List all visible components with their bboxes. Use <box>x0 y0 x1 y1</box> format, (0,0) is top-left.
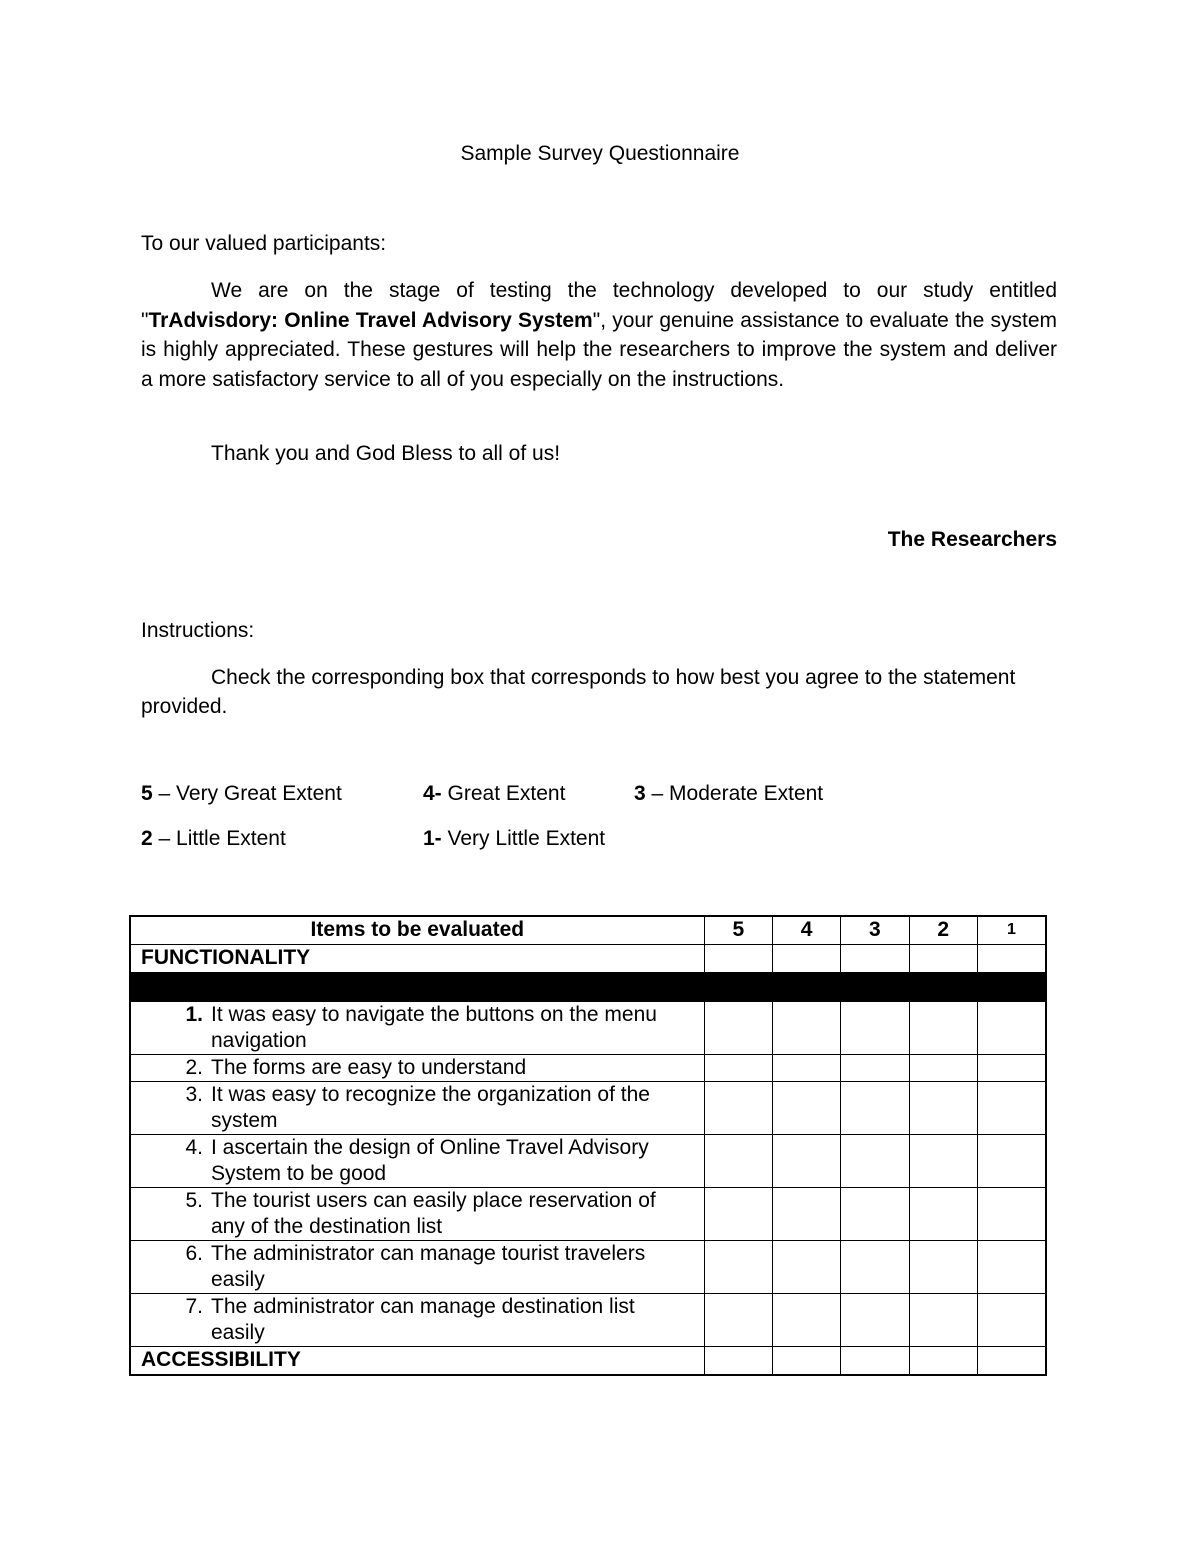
page-title: Sample Survey Questionnaire <box>460 142 740 165</box>
rating-cell[interactable] <box>704 1241 772 1294</box>
rating-cell[interactable] <box>841 1241 909 1294</box>
legend-item-2: 2 – Little Extent <box>141 827 286 850</box>
separator-cell <box>772 973 840 1002</box>
table-row <box>130 1294 1046 1347</box>
item-cell <box>130 1002 704 1055</box>
rating-cell[interactable] <box>772 1188 840 1241</box>
table-row <box>130 1241 1046 1294</box>
item-text: The administrator can manage destination list easily <box>211 1295 635 1344</box>
item-number: 4. <box>185 1136 203 1159</box>
category-row-accessibility <box>130 1347 1046 1376</box>
rating-cell[interactable] <box>772 1002 840 1055</box>
category-functionality: FUNCTIONALITY <box>130 945 704 973</box>
rating-cell[interactable] <box>841 1082 909 1135</box>
rating-cell[interactable] <box>909 1294 977 1347</box>
rating-cell[interactable] <box>977 1002 1046 1055</box>
rating-cell[interactable] <box>841 1188 909 1241</box>
rating-cell[interactable] <box>909 1188 977 1241</box>
table-row <box>130 1188 1046 1241</box>
header-3: 3 <box>841 916 909 945</box>
rating-cell[interactable] <box>772 1082 840 1135</box>
rating-cell[interactable] <box>841 1347 909 1376</box>
rating-cell[interactable] <box>841 1055 909 1082</box>
item-text: The administrator can manage tourist travelers easily <box>211 1242 646 1291</box>
evaluation-table <box>129 915 1047 1376</box>
rating-cell[interactable] <box>841 1135 909 1188</box>
thanks-paragraph <box>141 439 1057 469</box>
intro-paragraph <box>141 276 1057 394</box>
item-text: It was easy to recognize the organization of the system <box>211 1083 650 1132</box>
item-cell <box>130 1294 704 1347</box>
rating-cell[interactable] <box>977 1082 1046 1135</box>
header-2: 2 <box>909 916 977 945</box>
legend-item-4: 4- Great Extent <box>423 782 566 805</box>
rating-cell[interactable] <box>909 1055 977 1082</box>
rating-cell[interactable] <box>772 1055 840 1082</box>
item-number: 1. <box>185 1003 203 1026</box>
separator-row <box>130 973 1046 1002</box>
thanks-text: Thank you and God Bless to all of us! <box>211 442 561 465</box>
table-row <box>130 1082 1046 1135</box>
item-cell <box>130 1188 704 1241</box>
item-cell <box>130 1241 704 1294</box>
item-cell <box>130 1135 704 1188</box>
header-4: 4 <box>772 916 840 945</box>
rating-cell[interactable] <box>772 1347 840 1376</box>
rating-cell[interactable] <box>841 1294 909 1347</box>
header-items: Items to be evaluated <box>130 916 704 945</box>
instructions-paragraph <box>141 663 1041 721</box>
rating-cell[interactable] <box>841 1002 909 1055</box>
item-text: The tourist users can easily place reservation of any of the destination list <box>211 1189 656 1238</box>
rating-cell[interactable] <box>772 1294 840 1347</box>
rating-cell[interactable] <box>704 945 772 973</box>
instructions-text: Check the corresponding box that corresponds to how best you agree to the statement provided. <box>141 666 1016 718</box>
separator-cell <box>977 973 1046 1002</box>
rating-cell[interactable] <box>841 945 909 973</box>
item-text: It was easy to navigate the buttons on the menu navigation <box>211 1003 657 1052</box>
rating-cell[interactable] <box>909 1082 977 1135</box>
item-cell <box>130 1082 704 1135</box>
signoff: The Researchers <box>887 528 1057 551</box>
rating-cell[interactable] <box>977 1188 1046 1241</box>
header-5: 5 <box>704 916 772 945</box>
system-name: TrAdvisdory: Online Travel Advisory System <box>148 308 593 332</box>
separator-cell <box>704 973 772 1002</box>
salutation: To our valued participants: <box>141 232 387 255</box>
rating-cell[interactable] <box>772 1135 840 1188</box>
rating-cell[interactable] <box>977 1135 1046 1188</box>
rating-cell[interactable] <box>772 1241 840 1294</box>
rating-cell[interactable] <box>704 1082 772 1135</box>
separator-cell <box>841 973 909 1002</box>
rating-cell[interactable] <box>704 1135 772 1188</box>
header-1: 1 <box>977 916 1046 945</box>
rating-cell[interactable] <box>704 1347 772 1376</box>
rating-cell[interactable] <box>704 1055 772 1082</box>
intro-before: We are on the stage of testing the technology developed to our study entitled " <box>141 279 1057 332</box>
rating-cell[interactable] <box>977 1055 1046 1082</box>
item-text: The forms are easy to understand <box>211 1056 527 1079</box>
rating-cell[interactable] <box>909 1002 977 1055</box>
category-row-functionality <box>130 945 1046 973</box>
rating-cell[interactable] <box>704 1002 772 1055</box>
table-header-row <box>130 916 1046 945</box>
rating-cell[interactable] <box>977 1347 1046 1376</box>
rating-cell[interactable] <box>977 1294 1046 1347</box>
legend-item-3: 3 – Moderate Extent <box>634 782 824 805</box>
table-row <box>130 1002 1046 1055</box>
item-cell <box>130 1055 704 1082</box>
table-row <box>130 1135 1046 1188</box>
item-text: I ascertain the design of Online Travel Advisory System to be good <box>211 1136 649 1185</box>
separator-cell <box>130 973 704 1002</box>
rating-cell[interactable] <box>704 1188 772 1241</box>
rating-cell[interactable] <box>704 1294 772 1347</box>
item-number: 7. <box>185 1295 203 1318</box>
item-number: 6. <box>185 1242 203 1265</box>
rating-cell[interactable] <box>909 945 977 973</box>
legend-item-5: 5 – Very Great Extent <box>141 782 342 805</box>
item-number: 5. <box>185 1189 203 1212</box>
rating-cell[interactable] <box>909 1347 977 1376</box>
item-number: 2. <box>185 1056 203 1079</box>
legend-item-1: 1- Very Little Extent <box>423 827 606 850</box>
rating-cell[interactable] <box>772 945 840 973</box>
rating-cell[interactable] <box>977 1241 1046 1294</box>
category-accessibility: ACCESSIBILITY <box>130 1347 704 1376</box>
separator-cell <box>909 973 977 1002</box>
rating-cell[interactable] <box>977 945 1046 973</box>
table-row <box>130 1055 1046 1082</box>
item-number: 3. <box>185 1083 203 1106</box>
rating-cell[interactable] <box>909 1135 977 1188</box>
intro-after: ", your genuine assistance to evaluate the system is highly appreciated. These gestures will help the researchers to improve the system and deliver a more satisfactory service to all of you especially on the instructions. <box>141 308 1057 391</box>
rating-cell[interactable] <box>909 1241 977 1294</box>
instructions-label: Instructions: <box>141 619 255 642</box>
